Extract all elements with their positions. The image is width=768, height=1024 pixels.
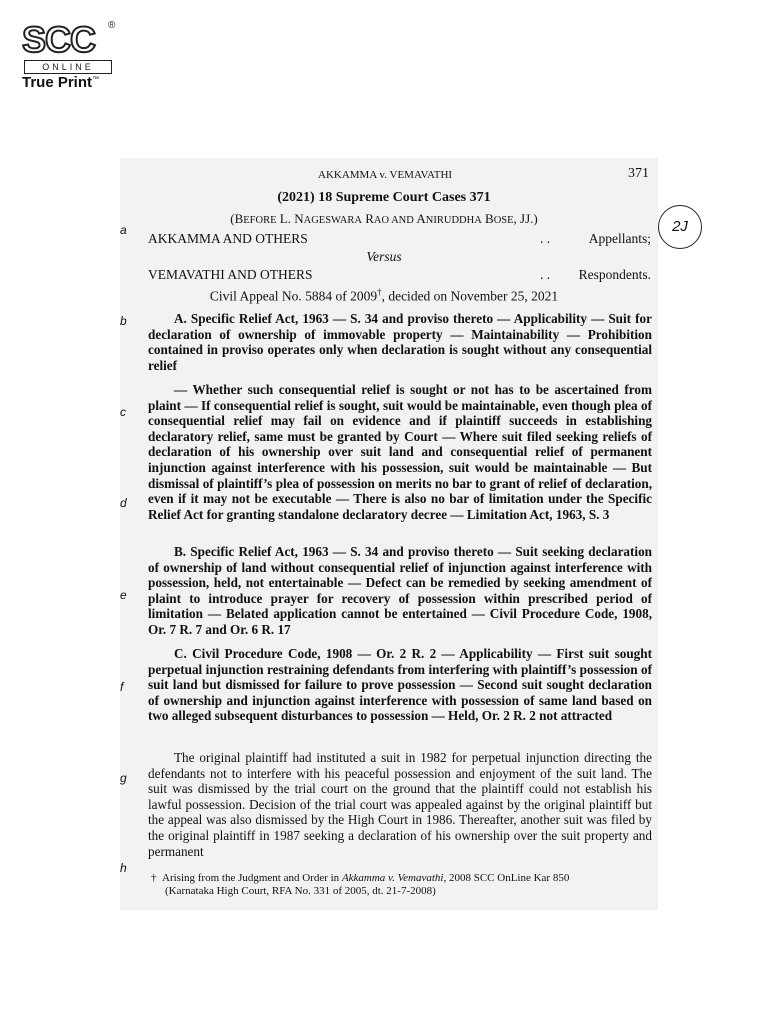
bench-ln2: AGESWARA bbox=[303, 215, 362, 226]
margin-letter-h: h bbox=[120, 861, 127, 875]
logo-online-text: ONLINE bbox=[24, 60, 112, 74]
bench-b1: B bbox=[485, 211, 494, 226]
bench-open: ( bbox=[230, 211, 235, 226]
civil-appeal-decided: , decided on November 25, 2021 bbox=[381, 288, 559, 304]
footnote-dagger: † bbox=[151, 872, 157, 884]
bench-a1: A bbox=[416, 211, 426, 226]
bench-ln1: L. N bbox=[279, 211, 304, 226]
footnote-line-2: (Karnataka High Court, RFA No. 331 of 2005, dt. 21-7-2008) bbox=[165, 885, 436, 897]
logo-true-print bbox=[22, 74, 99, 91]
bench-stamp: 2J bbox=[658, 205, 702, 249]
margin-letter-f: f bbox=[120, 680, 124, 694]
bench-close: , JJ.) bbox=[513, 211, 538, 226]
bench-r2: AO AND bbox=[373, 215, 414, 226]
margin-letter-d: d bbox=[120, 496, 127, 510]
civil-appeal-text: Civil Appeal No. 5884 of 2009 bbox=[209, 288, 378, 304]
respondent-dots: . . bbox=[540, 267, 551, 282]
bench-a2: NIRUDDHA bbox=[425, 215, 482, 226]
appellant-role: Appellants; bbox=[588, 231, 651, 246]
margin-letter-g: g bbox=[120, 771, 127, 785]
footnote-case-name: Akkamma v. Vemavathi bbox=[341, 872, 444, 884]
footnote-post: , 2008 SCC OnLine Kar 850 bbox=[443, 872, 570, 884]
margin-letter-b: b bbox=[120, 314, 127, 328]
footnote bbox=[151, 872, 651, 898]
footnote-pre: Arising from the Judgment and Order in bbox=[162, 872, 342, 884]
margin-letter-e: e bbox=[120, 588, 127, 602]
footnote-line-1 bbox=[151, 872, 651, 885]
respondent-name: VEMAVATHI AND OTHERS bbox=[148, 267, 313, 282]
headnote-a-continued: — Whether such consequential relief is sought or not has to be ascertained from plaint — If consequential relief is sought, suit would be maintainable, even though plea of consequential relief may fail on evidence and if plaintiff succeeds in establishing declaratory relief, same must be granted by Court — Where suit filed seeking reliefs of declaration of his ownership over suit land and consequential relief of permanent injunction against interference with his possession, suit would be maintainable — But dismissal of plaintiff’s plea of possession on merits no bar to grant of relief of declaration, even if it may not be executable — There is also no bar of limitation under the Specific Relief Act for granting standalone declaratory decree — Limitation Act, 1963, S. 3 bbox=[148, 382, 652, 522]
logo-true-print-text: True Print bbox=[22, 74, 93, 91]
headnote-b: B. Specific Relief Act, 1963 — S. 34 and proviso thereto — Suit seeking declaration of ownership of land without consequential relief of injunction against interference with possession, held, not entertainable — Defect can be remedied by seeking amendment of plaint to introduce prayer for recovery of possession within prescribed period of limitation — Belated application cannot be entertained — Civil Procedure Code, 1908, Or. 7 R. 7 and Or. 6 R. 17 bbox=[148, 544, 652, 637]
scc-online-logo bbox=[22, 19, 122, 92]
civil-appeal-line bbox=[0, 287, 768, 305]
headnote-a: A. Specific Relief Act, 1963 — S. 34 and proviso thereto — Applicability — Suit for declaration of ownership of immovable property — Maintainability — Prohibition contained in proviso operates only when declaration is sought without any consequential relief bbox=[148, 311, 652, 373]
bench bbox=[0, 211, 768, 227]
respondent-role: Respondents. bbox=[578, 267, 651, 282]
bench-efore: EFORE bbox=[243, 215, 277, 226]
logo-tm-mark: ™ bbox=[92, 76, 100, 83]
margin-letter-c: c bbox=[120, 405, 126, 419]
citation: (2021) 18 Supreme Court Cases 371 bbox=[277, 190, 491, 205]
page-number: 371 bbox=[628, 166, 649, 181]
running-title: AKKAMMA v. VEMAVATHI bbox=[318, 169, 453, 181]
bench-r1: R bbox=[365, 211, 374, 226]
versus-label: Versus bbox=[366, 249, 402, 264]
civil-appeal-dagger: † bbox=[377, 287, 382, 297]
bench-b: B bbox=[234, 211, 244, 226]
body-paragraph: The original plaintiff had instituted a suit in 1982 for perpetual injunction directing the defendants not to interfere with his peaceful possession and enjoyment of the suit land. The suit was dismissed by the trial court on the ground that the plaintiff could not establish his lawful possession. Decision of the trial court was appealed against by the original plaintiff but the appeal was also dismissed by the High Court in 1986. Thereafter, another suit was filed by the original plaintiff in 1987 seeking a declaration of his ownership over the suit property and permanent bbox=[148, 750, 652, 859]
logo-scc-text: SCC bbox=[22, 19, 96, 60]
bench-b2: OSE bbox=[493, 215, 514, 226]
logo-registered-mark: ® bbox=[108, 20, 116, 31]
appellant-dots: . . bbox=[540, 231, 551, 246]
appellant-name: AKKAMMA AND OTHERS bbox=[148, 231, 308, 246]
margin-letter-a: a bbox=[120, 223, 127, 237]
headnote-c: C. Civil Procedure Code, 1908 — Or. 2 R. 2 — Applicability — First suit sought perpetual injunction restraining defendants from interfering with plaintiff’s possession of suit land but dismissed for failure to prove possession — Second suit sought declaration of ownership and injunction against interference with possession of same land based on two alleged subsequent disturbances to possession — Held, Or. 2 R. 2 not attracted bbox=[148, 646, 652, 724]
